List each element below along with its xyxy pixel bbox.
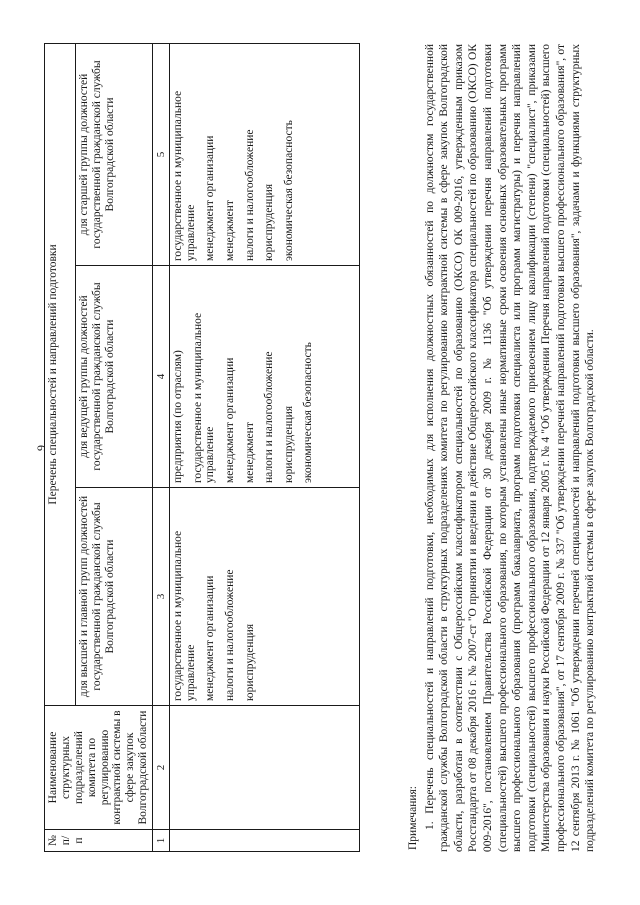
- column-number-row: [153, 43, 170, 851]
- specialty-item: менеджмент: [223, 200, 236, 261]
- header-department-name: Наименование структурных подразделений комитета по регулированию контрактной системы в сфере закупок Волгоградской области: [45, 706, 153, 830]
- header-senior-group: для старшей группы должностей государственной гражданской службы Волгоградской области: [76, 43, 153, 265]
- cell-highest-group: [170, 488, 360, 706]
- specialty-item: экономическая безопасность: [302, 342, 315, 483]
- specialty-item: менеджмент организации: [204, 575, 217, 701]
- specialty-item: налоги и налогообложение: [243, 129, 256, 261]
- specialty-item: налоги и налогообложение: [223, 569, 236, 701]
- column-number: 5: [153, 43, 170, 265]
- specialty-item: юриспруденция: [263, 183, 276, 261]
- table-header-row: [45, 43, 76, 851]
- cell-leading-group: [170, 266, 360, 488]
- specialty-item: юриспруденция: [282, 405, 295, 483]
- header-specialties-list: Перечень специальностей и направлений подготовки: [45, 43, 76, 705]
- cell-senior-group: [170, 43, 360, 265]
- notes-paragraph: 1. Перечень специальностей и направлений подготовки, необходимых для исполнения должностных обязанностей по должностям государственной гражданской службы Волгоградской области в структурных подразделениях комитета по регулированию контрактной системы в сфере закупок Волгоградской области, разработан в соответствии с Общероссийским классификатором специальностей по образованию (ОКСО) ОК 009-2016, утвержденным приказом Росстандарта от 08 декабря 2016 г. № 2007-ст "О принятии и введении в действие Общероссийского классификатора специальностей по образованию (ОКСО) ОК 009-2016", постановлением Правительства Российской Федерации от 30 декабря 2009 г. № 1136 "Об утверждении перечня направлений подготовки (специальностей) высшего профессионального образования, по которым установлены иные нормативные сроки освоения основных образовательных программ высшего профессионального образования (программ бакалавриата, программ подготовки специалиста или программ магистратуры) и перечня направлений подготовки (специальностей) высшего профессионального образования, подтверждаемого присвоением лицу квалификации (степени) "специалист", приказами Министерства образования и науки Российской Федерации от 12 января 2005 г. № 4 "Об утверждении Перечня направлений подготовки (специальностей) высшего профессионального образования", от 17 сентября 2009 г. № 337 "Об утверждении перечней направлений подготовки высшего профессионального образования", от 12 сентября 2013 г. № 1061 "Об утверждении перечней специальностей и направлений подготовки высшего образования", задачами и функциями структурных подразделений комитета по регулированию контрактной системы в сфере закупок Волгоградской области.: [423, 44, 597, 852]
- specialty-item: налоги и налогообложение: [263, 351, 276, 483]
- column-number: 4: [153, 266, 170, 488]
- header-highest-group: для высшей и главной групп должностей государственной гражданской службы Волгоградской области: [76, 488, 153, 706]
- specialty-item: предприятия (по отраслям): [172, 350, 184, 483]
- notes-title: Примечания:: [407, 786, 419, 850]
- specialty-item: юриспруденция: [243, 623, 256, 701]
- header-leading-group: для ведущей группы должностей государственной гражданской службы Волгоградской области: [76, 266, 153, 488]
- notes-section: [406, 44, 598, 852]
- column-number: 2: [153, 706, 170, 830]
- column-number: 1: [153, 830, 170, 852]
- specialty-item: государственное и муниципальное управление: [191, 312, 217, 483]
- specialty-item: государственное и муниципальное управление: [172, 90, 197, 261]
- cell-number: [170, 830, 360, 852]
- specialty-item: менеджмент организации: [223, 357, 236, 483]
- table-row: [170, 43, 360, 851]
- specialty-item: менеджмент: [243, 422, 256, 483]
- page-number: 9: [34, 445, 48, 451]
- cell-department: [170, 706, 360, 830]
- column-number: 3: [153, 488, 170, 706]
- specialties-table: [44, 43, 360, 852]
- specialty-item: экономическая безопасность: [282, 120, 295, 261]
- specialty-item: государственное и муниципальное управление: [172, 530, 197, 701]
- header-number: № п/п: [45, 830, 153, 852]
- rotated-page: [34, 38, 606, 858]
- specialty-item: менеджмент организации: [204, 135, 217, 261]
